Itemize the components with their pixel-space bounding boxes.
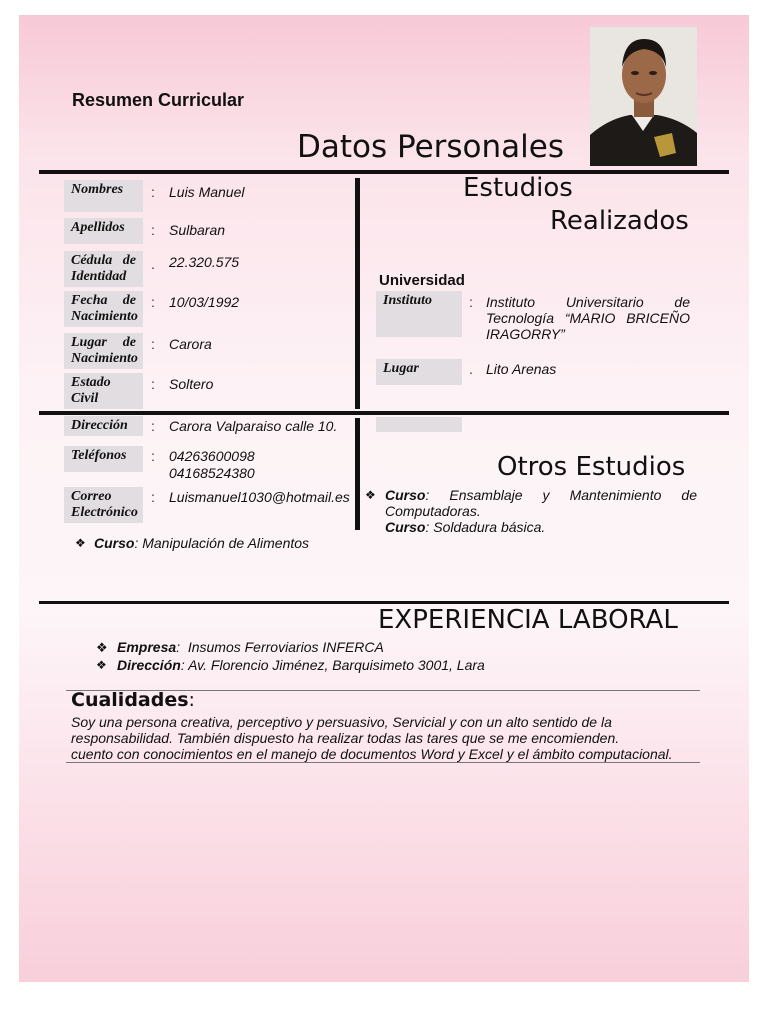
value-cedula: 22.320.575 (169, 254, 240, 270)
sep-correo: : (151, 489, 155, 505)
label-lugar: Lugar (376, 359, 462, 385)
value-lugar-nacimiento: Carora (169, 336, 212, 352)
datos-personales-heading: Datos Personales (297, 129, 564, 165)
value-telefono-1: 04263600098 (169, 448, 255, 464)
direccion-item: Dirección: Av. Florencio Jiménez, Barquisimeto 3001, Lara (117, 657, 485, 673)
sep-lugar: . (469, 361, 473, 377)
sep-estado-civil: : (151, 376, 155, 392)
column-divider-bottom (355, 418, 360, 530)
direccion-value: Av. Florencio Jiménez, Barquisimeto 3001, Lara (188, 657, 485, 673)
label-apellidos: Apellidos (64, 218, 143, 244)
realizados-heading: Realizados (550, 206, 689, 236)
diamond-bullet-icon: ❖ (75, 536, 86, 550)
value-instituto: Instituto Universitario de Tecnología “MARIO BRICEÑO IRAGORRY” (486, 294, 690, 342)
label-lugar-nacimiento: Lugar de Nacimiento (64, 333, 143, 369)
empresa-value: Insumos Ferroviarios INFERCA (187, 639, 384, 655)
label-cedula: Cédula de Identidad (64, 251, 143, 287)
cualidades-line-3: cuento con conocimientos en el manejo de documentos Word y Excel y el ámbito computacional. (71, 746, 673, 762)
value-apellidos: Sulbaran (169, 222, 226, 238)
value-fecha: 10/03/1992 (169, 294, 240, 310)
estudios-heading: Estudios (463, 173, 573, 203)
universidad-label: Universidad (379, 272, 465, 289)
cualidades-line-2: responsabilidad. También dispuesto ha realizar todas las tares que se me encomienden. (71, 730, 620, 746)
experiencia-heading: EXPERIENCIA LABORAL (378, 605, 678, 635)
curso-3-item: Curso: Manipulación de Alimentos (94, 535, 310, 551)
cualidades-line-1: Soy una persona creativa, perceptivo y persuasivo, Servicial y con un alto sentido de la (71, 714, 612, 730)
label-telefonos: Teléfonos (64, 446, 143, 472)
curso-3: Manipulación de Alimentos (142, 535, 310, 551)
direccion-label: Dirección (117, 657, 181, 673)
cualidades-text (71, 714, 691, 762)
value-telefono-2: 04168524380 (169, 465, 255, 481)
sep-lugar-nacimiento: : (151, 336, 155, 352)
sep-telefonos: : (151, 448, 155, 464)
diamond-bullet-icon: ❖ (96, 640, 108, 655)
label-nombres: Nombres (64, 180, 143, 212)
label-direccion: Dirección (64, 416, 143, 436)
value-direccion: Carora Valparaiso calle 10. (169, 418, 338, 434)
label-correo: Correo Electrónico (64, 487, 143, 523)
sep-instituto: : (469, 294, 473, 310)
curso-label-3: Curso (94, 535, 135, 551)
empresa-label: Empresa (117, 639, 177, 655)
otros-estudios-heading: Otros Estudios (497, 452, 686, 482)
profile-photo (590, 27, 697, 166)
label-partial-cut (376, 417, 462, 432)
label-instituto: Instituto (376, 291, 462, 337)
curso-label-1: Curso (385, 487, 426, 503)
curso-label-2: Curso (385, 519, 426, 535)
exp-divider (39, 601, 729, 604)
value-estado-civil: Soltero (169, 376, 214, 392)
empresa-item: Empresa: Insumos Ferroviarios INFERCA (117, 639, 384, 655)
curso-1: Ensamblaje y Mantenimiento de Computadoras. (385, 487, 697, 519)
value-lugar: Lito Arenas (486, 361, 557, 377)
cursos-list: Curso: Ensamblaje y Mantenimiento de Computadoras. Curso: Soldadura básica. (385, 487, 697, 535)
top-divider (39, 170, 729, 174)
curso-2: Soldadura básica. (433, 519, 546, 535)
value-correo[interactable]: Luismanuel1030@hotmail.es (169, 489, 350, 505)
mid-divider (39, 411, 729, 415)
sep-fecha: : (151, 294, 155, 310)
sep-direccion: : (151, 418, 155, 434)
cualidades-bottom-line (66, 762, 700, 763)
label-estado-civil: Estado Civil (64, 373, 143, 409)
sep-nombres: : (151, 184, 155, 200)
value-nombres: Luis Manuel (169, 184, 245, 200)
label-fecha: Fecha de Nacimiento (64, 291, 143, 327)
diamond-bullet-icon: ❖ (96, 658, 107, 672)
sep-cedula: . (151, 256, 155, 272)
diamond-bullet-icon: ❖ (365, 488, 376, 502)
cualidades-heading: Cualidades: (71, 689, 195, 711)
column-divider-top (355, 178, 360, 409)
sep-apellidos: : (151, 222, 155, 238)
resumen-title: Resumen Curricular (72, 90, 245, 110)
